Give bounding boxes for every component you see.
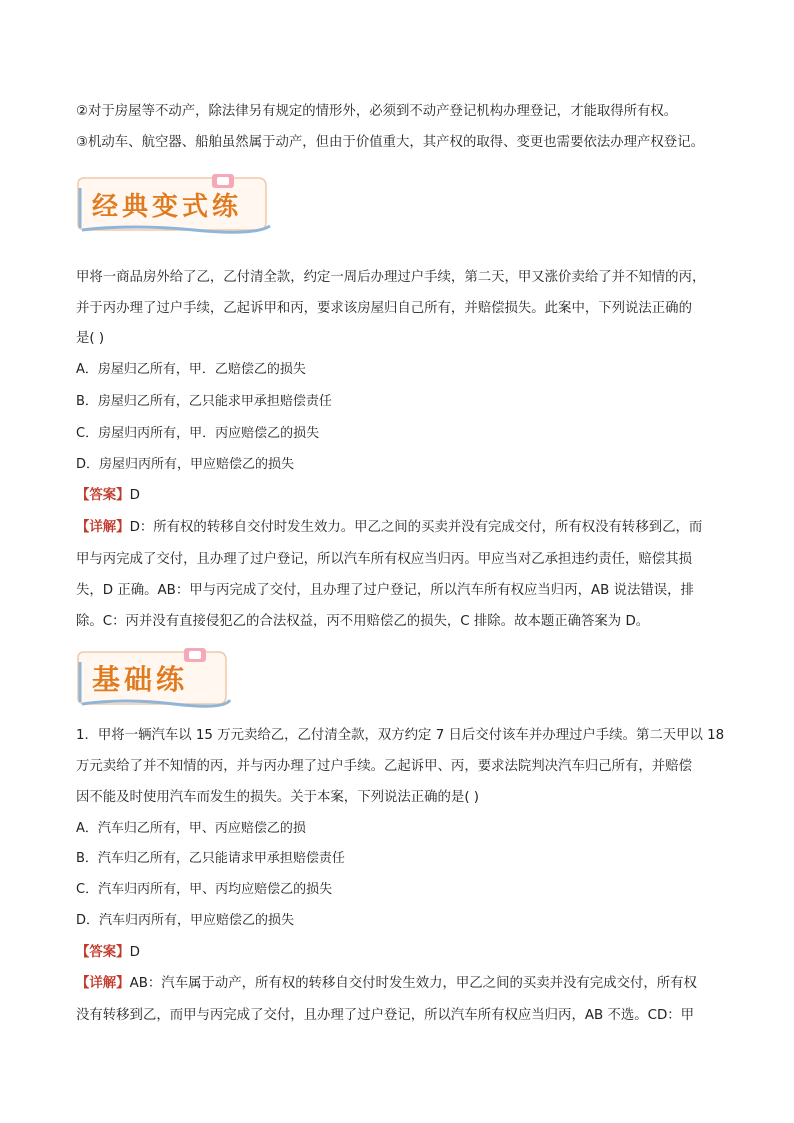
banner-title: 经典变式练 (92, 191, 243, 222)
detail-line: 失，D 正确。AB：甲与丙完成了交付，且办理了过户登记，所以汽车所有权应当归丙，AB 说法错误，排 (76, 583, 694, 598)
detail-line: 除。C：丙并没有直接侵犯乙的合法权益，丙不用赔偿乙的损失，C 排除。故本题正确答案为 D。 (76, 614, 650, 629)
section-banner-basic (74, 648, 234, 708)
answer-tag: 【答案】 (76, 945, 130, 960)
option-c: C．汽车归丙所有，甲、丙均应赔偿乙的损失 (76, 882, 333, 897)
option-d: D．汽车归丙所有，甲应赔偿乙的损失 (76, 913, 295, 928)
detail-line (76, 518, 702, 538)
detail-tag: 【详解】 (76, 976, 130, 991)
section-banner-classic-variant (74, 174, 274, 234)
question-line: 1．甲将一辆汽车以 15 万元卖给乙，乙付清全款，双方约定 7 日后交付该车并办理过户手续。第二天甲以 18 (76, 728, 725, 743)
intro-note-3: ③机动车、航空器、船舶虽然属于动产，但由于价值重大，其产权的取得、变更也需要依法办理产权登记。 (76, 135, 704, 150)
question-line: 并于丙办理了过户手续，乙起诉甲和丙，要求该房屋归自己所有，并赔偿损失。此案中，下列说法正确的 (76, 301, 692, 316)
question-line: 是( ) (76, 331, 105, 346)
intro-note-2: ②对于房屋等不动产，除法律另有规定的情形外，必须到不动产登记机构办理登记，才能取得所有权。 (76, 104, 678, 119)
option-b: B．汽车归乙所有，乙只能请求甲承担赔偿责任 (76, 851, 345, 866)
answer-row (76, 943, 140, 963)
option-a: A．汽车归乙所有，甲、丙应赔偿乙的损 (76, 821, 306, 836)
option-a: A．房屋归乙所有，甲．乙赔偿乙的损失 (76, 362, 306, 377)
question-line: 万元卖给了并不知情的丙，并与丙办理了过户手续。乙起诉甲、丙，要求法院判决汽车归己所有，并赔偿 (76, 759, 692, 774)
detail-tag: 【详解】 (76, 520, 130, 535)
option-c: C．房屋归丙所有，甲．丙应赔偿乙的损失 (76, 426, 320, 441)
detail-line: 没有转移到乙，而甲与丙完成了交付，且办理了过户登记，所以汽车所有权应当归丙，AB 不选。CD：甲 (76, 1008, 695, 1023)
banner-title: 基础练 (92, 663, 189, 696)
option-b: B．房屋归乙所有，乙只能求甲承担赔偿责任 (76, 394, 332, 409)
detail-text: D：所有权的转移自交付时发生效力。甲乙之间的买卖并没有完成交付，所有权没有转移到乙，而 (129, 520, 703, 535)
answer-value: D (129, 945, 140, 960)
answer-tag: 【答案】 (76, 488, 130, 503)
question-line: 因不能及时使用汽车而发生的损失。关于本案，下列说法正确的是( ) (76, 790, 480, 805)
answer-value: D (129, 488, 140, 503)
detail-line: 甲与丙完成了交付，且办理了过户登记，所以汽车所有权应当归丙。甲应当对乙承担违约责任，赔偿其损 (76, 552, 692, 567)
detail-line (76, 974, 697, 994)
question-line: 甲将一商品房外给了乙，乙付清全款，约定一周后办理过户手续，第二天，甲又涨价卖给了并不知情的丙， (76, 270, 706, 285)
answer-row (76, 486, 140, 506)
option-d: D．房屋归丙所有，甲应赔偿乙的损失 (76, 457, 295, 472)
detail-text: AB：汽车属于动产，所有权的转移自交付时发生效力，甲乙之间的买卖并没有完成交付，所有权 (129, 976, 697, 991)
